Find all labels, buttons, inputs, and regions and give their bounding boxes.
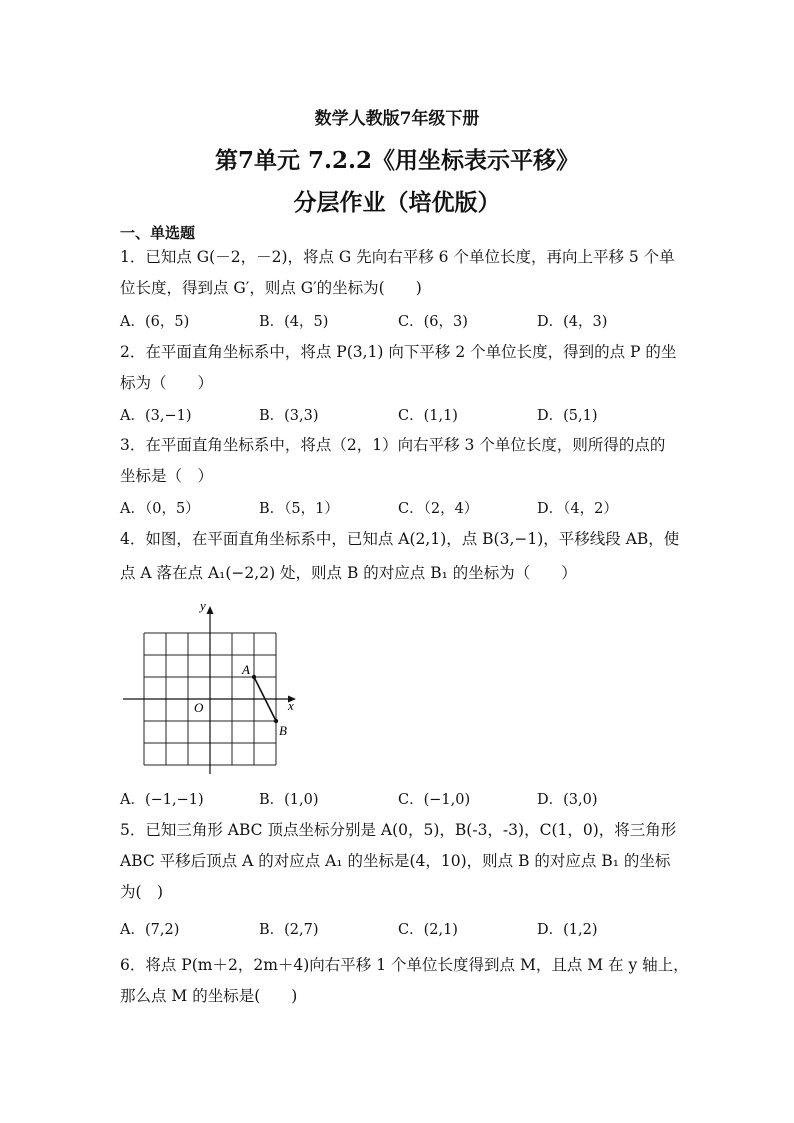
question-3-options <box>120 497 680 519</box>
question-4-line-1 <box>120 528 679 550</box>
question-5-line-1 <box>120 819 676 841</box>
question-2-number: 2． <box>120 343 146 361</box>
question-6-number: 6． <box>120 956 146 974</box>
question-4-number: 4． <box>120 530 146 548</box>
option-c[interactable]: C．(2,1) <box>398 922 458 938</box>
option-b[interactable]: B．（5，1） <box>259 501 339 517</box>
question-6-text-1: 将点 P(m＋2，2m＋4)向右平移 1 个单位长度得到点 M，且点 M 在 y 轴上， <box>145 956 689 974</box>
y-axis-label: y <box>200 598 206 613</box>
question-1-text-1: 已知点 G(－2，－2)，将点 G 先向右平移 6 个单位长度，再向上平移 5 个单 <box>145 248 675 266</box>
y-axis-arrow <box>207 606 214 614</box>
option-c[interactable]: C．(6，3) <box>398 314 468 330</box>
option-c[interactable]: C．(−1,0) <box>398 792 471 808</box>
option-a[interactable]: A．(6，5) <box>120 314 190 330</box>
point-a-dot <box>252 675 256 679</box>
question-2-text-1: 在平面直角坐标系中，将点 P(3,1) 向下平移 2 个单位长度，得到的点 P 的坐 <box>145 343 677 361</box>
question-2-text-2: 标为（ ） <box>120 374 214 392</box>
question-6-text-2: 那么点 M 的坐标是( ) <box>120 987 298 1005</box>
question-5-text-2: ABC 平移后顶点 A 的对应点 A₁ 的坐标是(4，10)，则点 B 的对应点 B₁ 的坐标 <box>120 852 671 870</box>
document-title: 数学人教版7年级下册 <box>314 109 480 129</box>
option-a[interactable]: A．(7,2) <box>120 922 180 938</box>
option-d[interactable]: D．(3,0) <box>537 792 598 808</box>
option-d[interactable]: D．(4，3) <box>537 314 608 330</box>
option-a[interactable]: A．（0，5） <box>120 501 200 517</box>
option-b[interactable]: B．(4，5) <box>259 314 329 330</box>
option-c[interactable]: C．(1,1) <box>398 408 458 424</box>
question-2-line-1 <box>120 341 676 363</box>
question-5-options <box>120 918 680 940</box>
question-2-options <box>120 404 680 426</box>
question-3-text-2: 坐标是（ ） <box>120 467 214 485</box>
option-b[interactable]: B．(3,3) <box>259 408 319 424</box>
question-1-options <box>120 310 680 332</box>
option-a[interactable]: A．(−1,−1) <box>120 792 204 808</box>
unit-title: 第7单元 7.2.2《用坐标表示平移》 <box>214 147 580 174</box>
document-subtitle: 分层作业（培优版） <box>293 189 501 216</box>
question-5-text-1: 已知三角形 ABC 顶点坐标分别是 A(0，5)，B(-3，-3)，C(1，0)，将三角形 <box>145 821 677 839</box>
coordinate-grid-figure <box>118 596 308 780</box>
option-d[interactable]: D．(5,1) <box>537 408 598 424</box>
question-6-line-1 <box>120 954 689 976</box>
coordinate-grid-svg <box>118 596 308 780</box>
question-4-options <box>120 788 680 810</box>
question-3-line-1 <box>120 434 665 456</box>
point-b-label: B <box>279 723 287 738</box>
question-5-number: 5． <box>120 821 146 839</box>
x-axis-label: x <box>288 698 294 713</box>
question-1-text-2: 位长度，得到点 G′，则点 G′的坐标为( ) <box>120 279 422 297</box>
question-4-text-1: 如图，在平面直角坐标系中，已知点 A(2,1)，点 B(3,−1)，平移线段 AB，使 <box>145 530 680 548</box>
question-3-number: 3． <box>120 436 146 454</box>
section-heading: 一、单选题 <box>120 224 196 242</box>
option-a[interactable]: A．(3,−1) <box>120 408 192 424</box>
question-1-line-1 <box>120 246 675 268</box>
question-5-text-3: 为( ) <box>120 883 164 901</box>
question-1-number: 1． <box>120 248 146 266</box>
point-a-label: A <box>242 662 250 677</box>
question-4-text-2: 点 A 落在点 A₁(−2,2) 处，则点 B 的对应点 B₁ 的坐标为（ ） <box>120 564 577 582</box>
option-b[interactable]: B．(1,0) <box>259 792 319 808</box>
origin-label: O <box>194 700 204 715</box>
question-3-text-1: 在平面直角坐标系中，将点（2，1）向右平移 3 个单位长度，则所得的点的 <box>145 436 666 454</box>
option-d[interactable]: D．（4，2） <box>537 501 618 517</box>
point-b-dot <box>274 719 278 723</box>
option-c[interactable]: C．（2，4） <box>398 501 479 517</box>
option-b[interactable]: B．(2,7) <box>259 922 319 938</box>
option-d[interactable]: D．(1,2) <box>537 922 598 938</box>
